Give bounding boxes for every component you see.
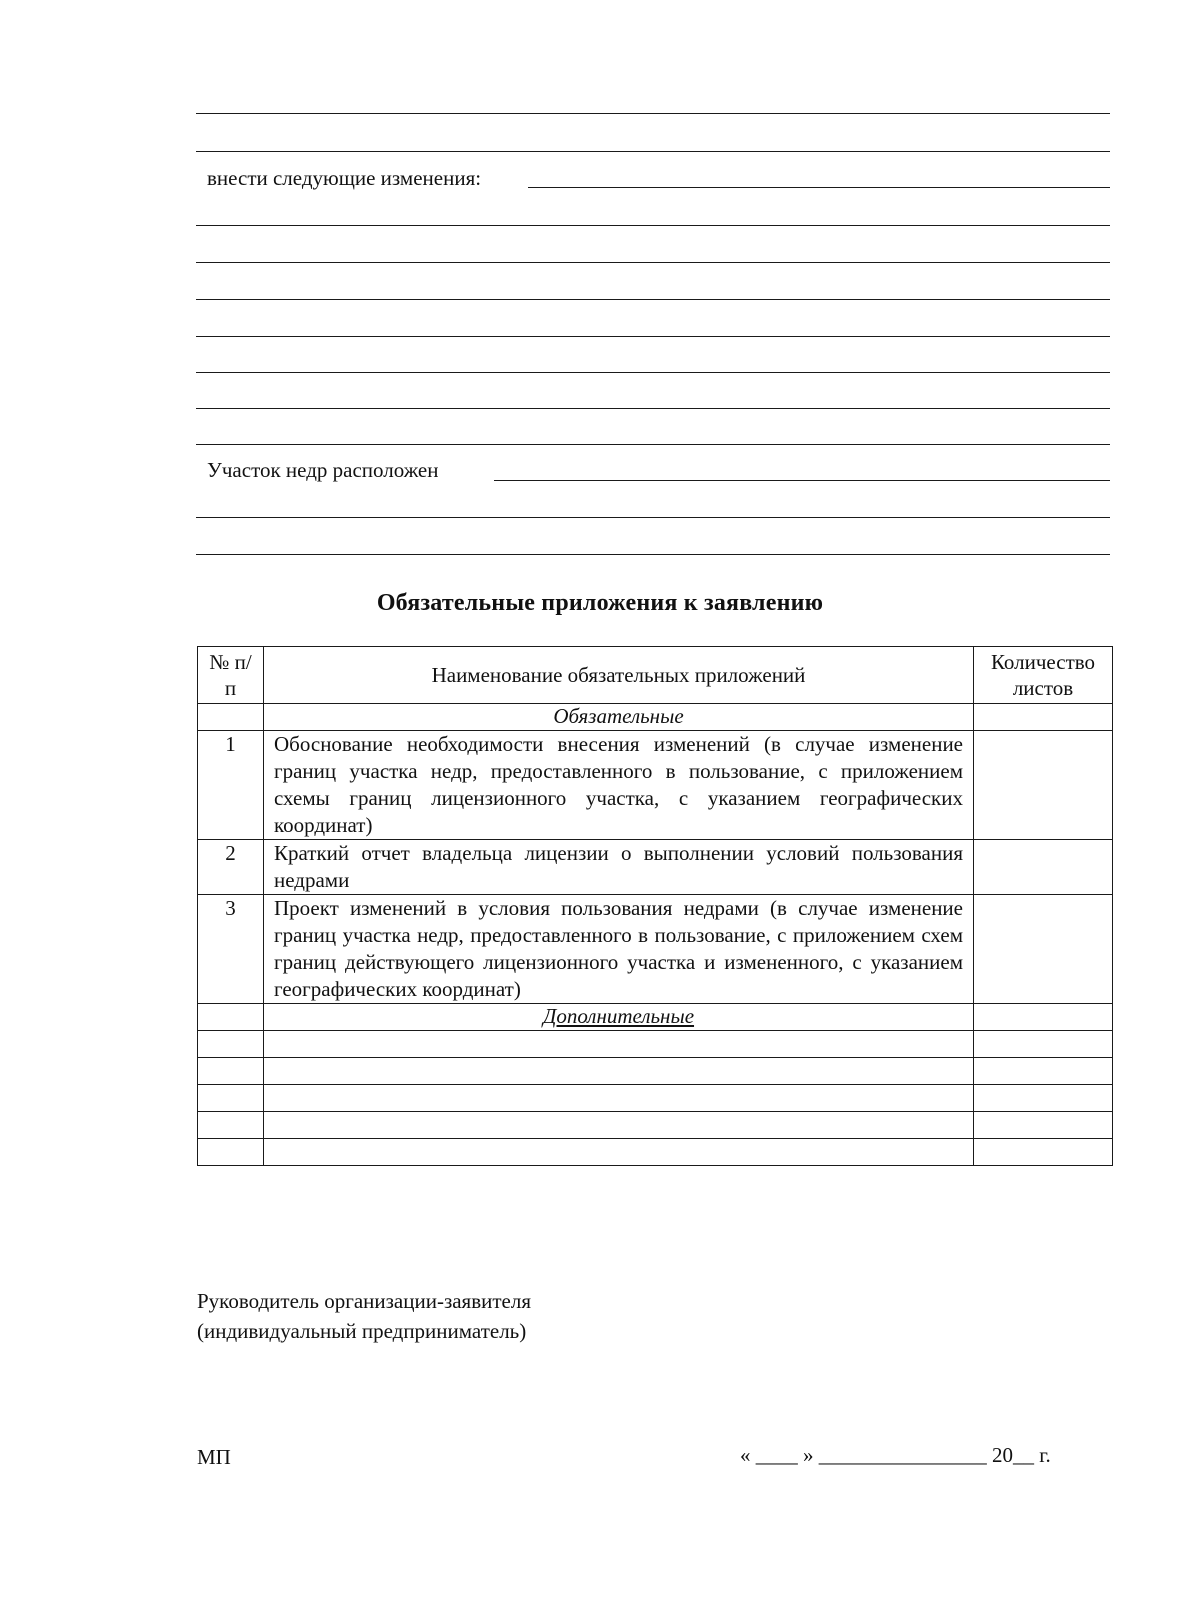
row-sheets-cell[interactable] bbox=[974, 840, 1113, 895]
row-text: Краткий отчет владельца лицензии о выполнении условий пользования недрами bbox=[264, 840, 974, 895]
date-suffix: г. bbox=[1039, 1443, 1051, 1467]
empty-sheets-cell[interactable] bbox=[974, 1139, 1113, 1166]
date-month-field[interactable]: ________________ bbox=[818, 1443, 987, 1467]
blank-line[interactable] bbox=[196, 444, 1110, 445]
changes-label: внести следующие изменения: bbox=[207, 166, 482, 190]
section-sheets-cell bbox=[974, 704, 1113, 731]
date-year-field[interactable]: 20__ bbox=[992, 1443, 1034, 1467]
empty-row bbox=[198, 1031, 1113, 1058]
row-sheets-cell[interactable] bbox=[974, 895, 1113, 1004]
date-close-quote: » bbox=[803, 1443, 814, 1467]
blank-line[interactable] bbox=[196, 262, 1110, 263]
empty-num-cell[interactable] bbox=[198, 1031, 264, 1058]
blank-line[interactable] bbox=[196, 225, 1110, 226]
header-sheets: Количество листов bbox=[974, 647, 1113, 704]
row-num: 2 bbox=[198, 840, 264, 895]
empty-name-cell[interactable] bbox=[264, 1085, 974, 1112]
section-num-cell bbox=[198, 704, 264, 731]
row-text: Обоснование необходимости внесения изменений (в случае изменение границ участка недр, предоставленного в пользование, с приложением схемы границ лицензионного участка, с указанием географических координат) bbox=[264, 731, 974, 840]
section-row-required bbox=[198, 704, 1113, 731]
blank-line[interactable] bbox=[196, 151, 1110, 152]
empty-name-cell[interactable] bbox=[264, 1112, 974, 1139]
location-label: Участок недр расположен bbox=[207, 458, 439, 482]
empty-name-cell[interactable] bbox=[264, 1058, 974, 1085]
blank-line[interactable] bbox=[196, 554, 1110, 555]
table-row bbox=[198, 731, 1113, 840]
empty-num-cell[interactable] bbox=[198, 1139, 264, 1166]
blank-line[interactable] bbox=[196, 336, 1110, 337]
blank-line[interactable] bbox=[196, 408, 1110, 409]
section-additional-label: Дополнительные bbox=[264, 1004, 974, 1031]
header-name: Наименование обязательных приложений bbox=[264, 647, 974, 704]
table-row bbox=[198, 895, 1113, 1004]
blank-line[interactable] bbox=[196, 517, 1110, 518]
section-sheets-cell bbox=[974, 1004, 1113, 1031]
empty-name-cell[interactable] bbox=[264, 1139, 974, 1166]
table-row bbox=[198, 840, 1113, 895]
changes-field-line[interactable] bbox=[528, 187, 1110, 188]
signature-subtitle: (индивидуальный предприниматель) bbox=[197, 1319, 527, 1343]
date-field bbox=[740, 1443, 1051, 1468]
empty-row bbox=[198, 1058, 1113, 1085]
section-required-label: Обязательные bbox=[264, 704, 974, 731]
empty-sheets-cell[interactable] bbox=[974, 1031, 1113, 1058]
empty-sheets-cell[interactable] bbox=[974, 1112, 1113, 1139]
blank-line[interactable] bbox=[196, 372, 1110, 373]
empty-num-cell[interactable] bbox=[198, 1058, 264, 1085]
row-sheets-cell[interactable] bbox=[974, 731, 1113, 840]
empty-num-cell[interactable] bbox=[198, 1085, 264, 1112]
date-open-quote: « bbox=[740, 1443, 751, 1467]
attachments-title: Обязательные приложения к заявлению bbox=[376, 590, 824, 616]
empty-name-cell[interactable] bbox=[264, 1031, 974, 1058]
empty-num-cell[interactable] bbox=[198, 1112, 264, 1139]
section-row-additional bbox=[198, 1004, 1113, 1031]
section-num-cell bbox=[198, 1004, 264, 1031]
row-text: Проект изменений в условия пользования недрами (в случае изменение границ участка недр, предоставленного в пользование, с приложением схем границ действующего лицензионного участка и измененного, с указанием географических координат) bbox=[264, 895, 974, 1004]
empty-row bbox=[198, 1112, 1113, 1139]
empty-sheets-cell[interactable] bbox=[974, 1058, 1113, 1085]
stamp-place: МП bbox=[197, 1445, 231, 1469]
row-num: 3 bbox=[198, 895, 264, 1004]
blank-line[interactable] bbox=[196, 299, 1110, 300]
blank-line[interactable] bbox=[196, 113, 1110, 114]
date-day-field[interactable]: ____ bbox=[755, 1443, 798, 1467]
empty-sheets-cell[interactable] bbox=[974, 1085, 1113, 1112]
attachments-table bbox=[197, 646, 1113, 1166]
location-field-line[interactable] bbox=[494, 480, 1110, 481]
empty-row bbox=[198, 1139, 1113, 1166]
row-num: 1 bbox=[198, 731, 264, 840]
signature-block bbox=[197, 1286, 531, 1346]
signature-title: Руководитель организации-заявителя bbox=[197, 1289, 532, 1313]
header-num: № п/п bbox=[198, 647, 264, 704]
empty-row bbox=[198, 1085, 1113, 1112]
table-header-row bbox=[198, 647, 1113, 704]
